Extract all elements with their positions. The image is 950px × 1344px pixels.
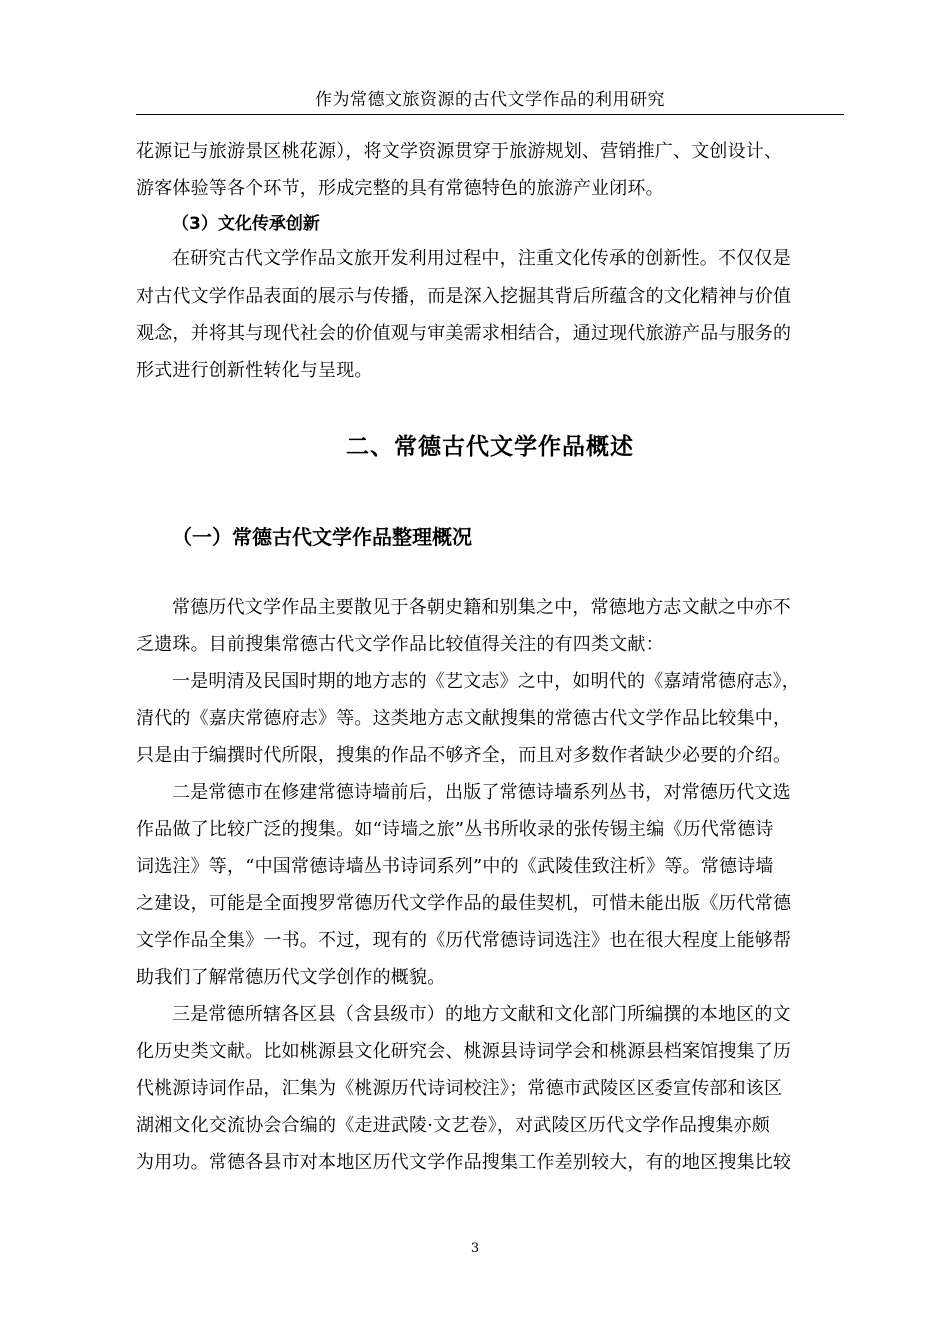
body-line: 形式进行创新性转化与呈现。 <box>136 360 373 381</box>
body-line: 在研究古代文学作品文旅开发利用过程中，注重文化传承的创新性。不仅仅是 <box>172 248 791 269</box>
body-line: 花源记与旅游景区桃花源），将文学资源贯穿于旅游规划、营销推广、文创设计、 <box>136 141 783 162</box>
body-line: 词选注》等，“中国常德诗墙丛书诗词系列”中的《武陵佳致注析》等。常德诗墙 <box>136 856 774 877</box>
body-line: 对古代文学作品表面的展示与传播，而是深入挖掘其背后所蕴含的文化精神与价值 <box>136 286 792 307</box>
body-line: 作品做了比较广泛的搜集。如“诗墙之旅”丛书所收录的张传锡主编《历代常德诗 <box>136 819 774 840</box>
body-line: 游客体验等各个环节，形成完整的具有常德特色的旅游产业闭环。 <box>136 178 664 199</box>
body-line: 之建设，可能是全面搜罗常德历代文学作品的最佳契机，可惜未能出版《历代常德 <box>136 893 792 914</box>
body-line: 化历史类文献。比如桃源县文化研究会、桃源县诗词学会和桃源县档案馆搜集了历 <box>136 1041 792 1062</box>
body-line: 一是明清及民国时期的地方志的《艺文志》之中，如明代的《嘉靖常德府志》， <box>172 671 800 692</box>
body-line: 助我们了解常德历代文学创作的概貌。 <box>136 967 446 988</box>
chapter-title: 二、常德古代文学作品概述 <box>346 434 634 460</box>
body-line: 只是由于编撰时代所限，搜集的作品不够齐全，而且对多数作者缺少必要的介绍。 <box>136 745 792 766</box>
body-line: 常德历代文学作品主要散见于各朝史籍和别集之中，常德地方志文献之中亦不 <box>172 597 791 618</box>
running-header: 作为常德文旅资源的古代文学作品的利用研究 <box>315 90 665 110</box>
section-title: （一）常德古代文学作品整理概况 <box>172 525 472 549</box>
body-line: 湖湘文化交流协会合编的《走进武陵·文艺卷》，对武陵区历代文学作品搜集亦颇 <box>136 1115 770 1136</box>
body-line: 观念，并将其与现代社会的价值观与审美需求相结合，通过现代旅游产品与服务的 <box>136 323 792 344</box>
body-line: 二是常德市在修建常德诗墙前后，出版了常德诗墙系列丛书，对常德历代文选 <box>172 782 791 803</box>
page-number: 3 <box>470 1241 480 1256</box>
body-line: 三是常德所辖各区县（含县级市）的地方文献和文化部门所编撰的本地区的文 <box>172 1004 791 1025</box>
body-line: 代桃源诗词作品，汇集为《桃源历代诗词校注》；常德市武陵区区委宣传部和该区 <box>136 1078 783 1099</box>
body-line: 文学作品全集》一书。不过，现有的《历代常德诗词选注》也在很大程度上能够帮 <box>136 930 792 951</box>
subsection-heading: （3）文化传承创新 <box>172 214 320 234</box>
header-rule <box>136 114 844 115</box>
body-line: 清代的《嘉庆常德府志》等。这类地方志文献搜集的常德古代文学作品比较集中， <box>136 708 792 729</box>
body-line: 为用功。常德各县市对本地区历代文学作品搜集工作差别较大，有的地区搜集比较 <box>136 1152 792 1173</box>
body-line: 乏遗珠。目前搜集常德古代文学作品比较值得关注的有四类文献： <box>136 634 664 655</box>
